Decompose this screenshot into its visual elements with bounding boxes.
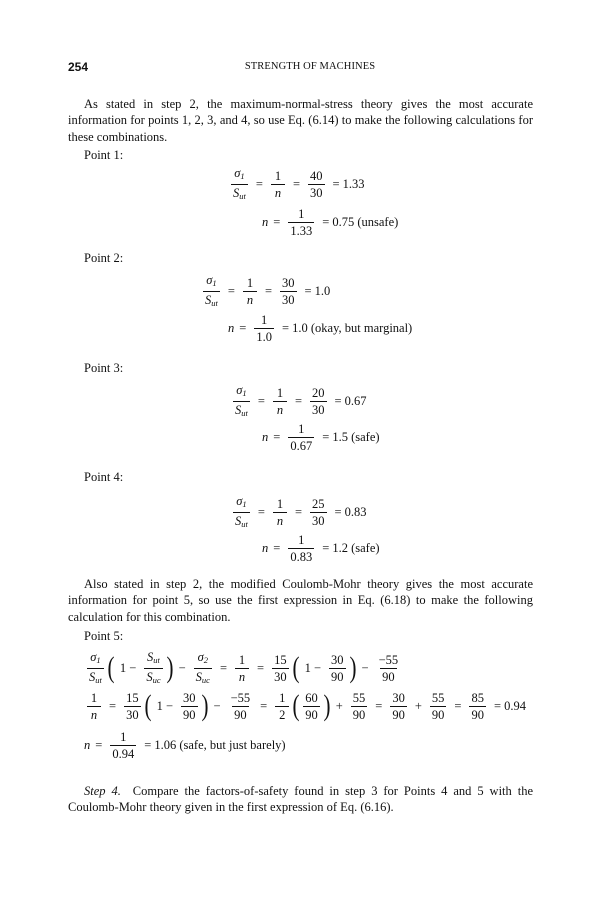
fraction-denominator xyxy=(280,291,297,307)
math-text: 2 xyxy=(279,707,286,722)
point-3-equation-ratio xyxy=(230,384,372,418)
fraction-numerator xyxy=(377,653,401,668)
fraction xyxy=(308,169,325,200)
fraction-denominator xyxy=(232,706,249,722)
math-text: 1 xyxy=(279,690,286,705)
math-text: 90 xyxy=(234,707,247,722)
math-subscript: ut xyxy=(153,654,160,665)
fraction xyxy=(144,650,162,687)
math-variable: n xyxy=(276,402,284,417)
fraction-denominator xyxy=(271,184,285,200)
fraction-denominator xyxy=(273,512,287,528)
math-operator: = xyxy=(257,393,265,408)
math-variable: $S_{ut}$ xyxy=(235,402,248,418)
fraction xyxy=(329,653,346,684)
math-text: 15 xyxy=(126,690,139,705)
math-subscript: 1 xyxy=(212,277,217,288)
fraction xyxy=(233,383,250,420)
math-variable: n xyxy=(84,737,91,752)
fraction xyxy=(233,494,250,531)
math-text: 1 xyxy=(298,421,305,436)
fraction-numerator xyxy=(296,533,306,548)
math-operator: 1 − xyxy=(304,660,321,675)
math-text: 1 xyxy=(276,496,284,511)
fraction-denominator xyxy=(233,401,250,420)
math-operator: = xyxy=(109,698,117,713)
fraction-numerator xyxy=(310,497,327,512)
parenthesis: ) xyxy=(349,651,356,684)
math-text: 55 xyxy=(431,690,445,705)
point-4-label: Point 4: xyxy=(84,470,124,484)
point-5-label: Point 5: xyxy=(84,629,124,643)
fraction xyxy=(181,691,198,722)
point-1-equation-n xyxy=(262,205,403,239)
math-operator: = xyxy=(273,214,281,229)
fraction-denominator xyxy=(380,668,397,684)
math-variable: n xyxy=(276,513,284,528)
fraction-denominator xyxy=(272,668,289,684)
fraction-denominator xyxy=(254,328,274,344)
math-variable: $\sigma_1$ xyxy=(206,272,217,288)
point-5-equation-row-3 xyxy=(84,728,291,762)
math-operator: = xyxy=(294,393,302,408)
step-4-label: Step 4. xyxy=(84,784,121,798)
fraction xyxy=(469,691,486,722)
math-operator: = 1.06 (safe, but just barely) xyxy=(144,737,286,752)
fraction-numerator xyxy=(303,691,320,706)
point-2-equation-n xyxy=(228,311,417,345)
fraction-denominator xyxy=(329,668,346,684)
fraction-denominator xyxy=(243,291,257,307)
math-variable: $\sigma_2$ xyxy=(197,649,208,665)
math-operator: = xyxy=(264,283,272,298)
running-title: STRENGTH OF MACHINES xyxy=(244,61,376,72)
math-operator: = 1.0 xyxy=(304,283,331,298)
parenthesis: ( xyxy=(144,689,152,722)
math-text: 15 xyxy=(274,652,287,667)
math-operator: = xyxy=(239,320,247,335)
fraction-denominator xyxy=(430,706,447,722)
math-variable: n xyxy=(228,320,235,335)
math-text: 0.94 xyxy=(112,746,135,761)
math-text: 30 xyxy=(282,292,295,307)
math-operator: − xyxy=(178,660,186,675)
math-operator: = 0.94 xyxy=(493,698,526,713)
fraction xyxy=(275,691,289,722)
math-text: 90 xyxy=(471,707,484,722)
parenthesis: ) xyxy=(166,651,174,684)
fraction-numerator xyxy=(275,497,285,512)
fraction-denominator xyxy=(310,512,327,528)
math-text: 0.83 xyxy=(290,549,313,564)
fraction-denominator xyxy=(87,706,101,722)
math-operator: = xyxy=(273,429,281,444)
math-operator: = 1.0 (okay, but marginal) xyxy=(281,320,413,335)
math-text: 90 xyxy=(382,669,395,684)
point-3-label: Point 3: xyxy=(84,361,124,375)
math-operator: − xyxy=(213,698,221,713)
math-operator: = 0.67 xyxy=(334,393,367,408)
math-text: 1 xyxy=(246,275,254,290)
math-text: 30 xyxy=(312,402,325,417)
math-subscript: uc xyxy=(152,674,161,685)
fraction xyxy=(280,276,297,307)
fraction-denominator xyxy=(124,706,141,722)
fraction-numerator xyxy=(232,166,246,184)
math-text: 40 xyxy=(310,168,323,183)
fraction-numerator xyxy=(118,730,128,745)
math-operator: = xyxy=(294,504,302,519)
fraction xyxy=(229,691,253,722)
parenthesis: ( xyxy=(292,689,300,722)
math-operator: + xyxy=(414,698,422,713)
math-operator: = xyxy=(454,698,462,713)
fraction-denominator xyxy=(469,706,486,722)
fraction xyxy=(271,169,285,200)
fraction xyxy=(273,386,287,417)
fraction-numerator xyxy=(280,276,297,291)
math-text: 1 xyxy=(238,652,246,667)
fraction xyxy=(390,691,407,722)
fraction xyxy=(243,276,257,307)
math-variable: $S_{ut}$ xyxy=(89,669,102,685)
fraction xyxy=(377,653,401,684)
fraction xyxy=(124,691,141,722)
math-operator: = xyxy=(257,660,265,675)
math-text: 1 xyxy=(298,206,305,221)
fraction-numerator xyxy=(273,169,283,184)
math-text: −55 xyxy=(230,690,251,705)
math-text: 1 xyxy=(274,168,282,183)
math-variable: n xyxy=(262,540,269,555)
math-subscript: ut xyxy=(95,674,102,685)
math-text: 90 xyxy=(331,669,344,684)
fraction-numerator xyxy=(469,691,486,706)
fraction-denominator xyxy=(288,437,314,453)
fraction-numerator xyxy=(204,273,218,291)
math-operator: = xyxy=(95,737,103,752)
intro-paragraph: As stated in step 2, the maximum-normal-stress theory gives the most accurate information for points 1, 2, 3, and 4, so use Eq. (6.14) to make the following calculations for these combinations. xyxy=(68,97,533,144)
fraction-denominator xyxy=(288,548,314,564)
fraction-numerator xyxy=(272,653,289,668)
page-number: 254 xyxy=(68,60,89,74)
math-variable: $S_{ut}$ xyxy=(235,513,248,529)
fraction xyxy=(87,650,104,687)
fraction-numerator xyxy=(296,207,306,222)
math-operator: = 1.2 (safe) xyxy=(322,540,380,555)
fraction-denominator xyxy=(233,512,250,531)
fraction-numerator xyxy=(89,691,99,706)
math-text: 30 xyxy=(310,185,323,200)
fraction-denominator xyxy=(110,745,136,761)
math-text: 20 xyxy=(312,385,325,400)
fraction-numerator xyxy=(308,169,325,184)
fraction xyxy=(235,653,249,684)
math-operator: = xyxy=(292,176,300,191)
step-4-paragraph xyxy=(68,783,533,816)
fraction-numerator xyxy=(277,691,287,706)
fraction-numerator xyxy=(196,650,210,668)
math-variable: n xyxy=(274,185,282,200)
fraction-numerator xyxy=(275,386,285,401)
parenthesis: ) xyxy=(201,689,208,722)
math-text: 30 xyxy=(282,275,295,290)
math-text: 30 xyxy=(392,690,405,705)
fraction-numerator xyxy=(351,691,368,706)
fraction-numerator xyxy=(245,276,255,291)
math-text: −55 xyxy=(378,652,399,667)
math-text: 90 xyxy=(352,707,366,722)
fraction-denominator xyxy=(273,401,287,417)
math-subscript: ut xyxy=(239,190,246,201)
fraction xyxy=(254,313,274,344)
fraction-numerator xyxy=(234,383,248,401)
math-operator: 1 − xyxy=(156,698,173,713)
fraction xyxy=(430,691,447,722)
math-operator: = 0.83 xyxy=(334,504,367,519)
parenthesis: ) xyxy=(323,689,331,722)
point-2-label: Point 2: xyxy=(84,251,124,265)
fraction-denominator xyxy=(303,706,320,722)
math-subscript: uc xyxy=(201,674,210,685)
math-text: 1 xyxy=(261,312,268,327)
math-variable: $S_{uc}$ xyxy=(195,669,210,685)
fraction-numerator xyxy=(234,494,248,512)
fraction-denominator xyxy=(390,706,407,722)
math-variable: $S_{uc}$ xyxy=(146,669,161,685)
math-variable: $\sigma_1$ xyxy=(236,382,247,398)
math-text: 0.67 xyxy=(290,438,313,453)
math-variable: n xyxy=(262,214,269,229)
math-operator: = xyxy=(273,540,281,555)
fraction xyxy=(110,730,136,761)
fraction xyxy=(272,653,289,684)
fraction-denominator xyxy=(194,668,212,687)
fraction-numerator xyxy=(237,653,247,668)
fraction-numerator xyxy=(124,691,141,706)
fraction-denominator xyxy=(235,668,249,684)
fraction-numerator xyxy=(390,691,407,706)
math-text: 1 xyxy=(298,532,305,547)
math-operator: = xyxy=(375,698,383,713)
fraction xyxy=(231,166,248,203)
fraction-denominator xyxy=(144,668,162,687)
fraction-denominator xyxy=(203,291,220,310)
math-subscript: ut xyxy=(241,518,248,529)
fraction xyxy=(288,207,314,238)
math-operator: = xyxy=(255,176,263,191)
math-text: 30 xyxy=(331,652,344,667)
math-text: 90 xyxy=(305,707,318,722)
math-text: 1.33 xyxy=(290,223,313,238)
parenthesis: ( xyxy=(107,651,115,684)
step-4-text: Compare the factors-of-safety found in step 3 for Points 4 and 5 with the Coulomb-Mohr theory given in the first expression of Eq. (6.16). xyxy=(68,784,533,815)
math-text: 30 xyxy=(312,513,325,528)
math-variable: $\sigma_1$ xyxy=(236,493,247,509)
math-variable: $S_{ut}$ xyxy=(233,185,246,201)
point-3-equation-n xyxy=(262,420,385,454)
math-text: 90 xyxy=(183,707,196,722)
parenthesis: ( xyxy=(292,651,300,684)
math-operator: = xyxy=(227,283,235,298)
fraction xyxy=(288,533,314,564)
fraction-denominator xyxy=(231,184,248,203)
math-text: 1 xyxy=(90,690,98,705)
math-operator: = 0.75 (unsafe) xyxy=(322,214,399,229)
math-text: 85 xyxy=(471,690,484,705)
fraction xyxy=(310,386,327,417)
math-subscript: ut xyxy=(241,407,248,418)
fraction-denominator xyxy=(351,706,368,722)
point-5-equation-row-1 xyxy=(84,651,403,685)
fraction xyxy=(203,273,220,310)
math-operator: = 1.33 xyxy=(332,176,365,191)
point-4-equation-ratio xyxy=(230,495,372,529)
math-operator: − xyxy=(361,660,369,675)
math-text: 1.0 xyxy=(256,329,272,344)
coulomb-mohr-paragraph: Also stated in step 2, the modified Coulomb-Mohr theory gives the most accurate information for point 5, so use the first expression in Eq. (6.18) to make the following calculation for this combination. xyxy=(68,577,533,624)
point-1-equation-ratio xyxy=(228,167,370,201)
math-text: 30 xyxy=(183,690,196,705)
fraction-denominator xyxy=(87,668,104,687)
fraction-numerator xyxy=(88,650,102,668)
fraction xyxy=(351,691,368,722)
point-1-label: Point 1: xyxy=(84,148,124,162)
math-subscript: 2 xyxy=(203,654,208,665)
fraction-numerator xyxy=(229,691,253,706)
math-operator: = xyxy=(260,698,268,713)
fraction-numerator xyxy=(329,653,346,668)
math-variable: n xyxy=(262,429,269,444)
math-text: 30 xyxy=(274,669,287,684)
math-variable: $\sigma_1$ xyxy=(234,165,245,181)
fraction-numerator xyxy=(310,386,327,401)
fraction-numerator xyxy=(145,650,162,668)
math-operator: + xyxy=(335,698,343,713)
math-variable: n xyxy=(90,707,98,722)
fraction xyxy=(288,422,314,453)
math-variable: $S_{ut}$ xyxy=(147,649,160,665)
fraction-denominator xyxy=(288,222,314,238)
point-5-equation-row-2 xyxy=(84,689,531,723)
math-subscript: 1 xyxy=(242,498,247,509)
math-text: 60 xyxy=(305,690,318,705)
math-subscript: 1 xyxy=(242,387,247,398)
fraction xyxy=(87,691,101,722)
point-2-equation-ratio xyxy=(200,274,335,308)
fraction-numerator xyxy=(181,691,198,706)
fraction-denominator xyxy=(308,184,325,200)
fraction-denominator xyxy=(181,706,198,722)
math-subscript: 1 xyxy=(240,170,245,181)
fraction xyxy=(194,650,212,687)
math-subscript: 1 xyxy=(96,654,101,665)
point-4-equation-n xyxy=(262,531,385,565)
math-operator: = xyxy=(219,660,227,675)
fraction-numerator xyxy=(430,691,447,706)
fraction-numerator xyxy=(296,422,306,437)
math-subscript: ut xyxy=(211,297,218,308)
math-text: 1 xyxy=(276,385,284,400)
fraction-denominator xyxy=(275,706,289,722)
math-variable: $\sigma_1$ xyxy=(90,649,101,665)
math-text: 1 xyxy=(120,729,127,744)
fraction xyxy=(273,497,287,528)
math-text: 90 xyxy=(392,707,405,722)
math-variable: $S_{ut}$ xyxy=(205,292,218,308)
math-variable: n xyxy=(246,292,254,307)
math-text: 25 xyxy=(312,496,325,511)
math-text: 90 xyxy=(431,707,445,722)
fraction xyxy=(310,497,327,528)
math-operator: 1 − xyxy=(119,660,137,675)
math-text: 55 xyxy=(352,690,366,705)
math-variable: n xyxy=(238,669,246,684)
fraction-numerator xyxy=(259,313,269,328)
math-operator: = 1.5 (safe) xyxy=(322,429,380,444)
fraction xyxy=(303,691,320,722)
fraction-denominator xyxy=(310,401,327,417)
math-text: 30 xyxy=(126,707,139,722)
math-operator: = xyxy=(257,504,265,519)
